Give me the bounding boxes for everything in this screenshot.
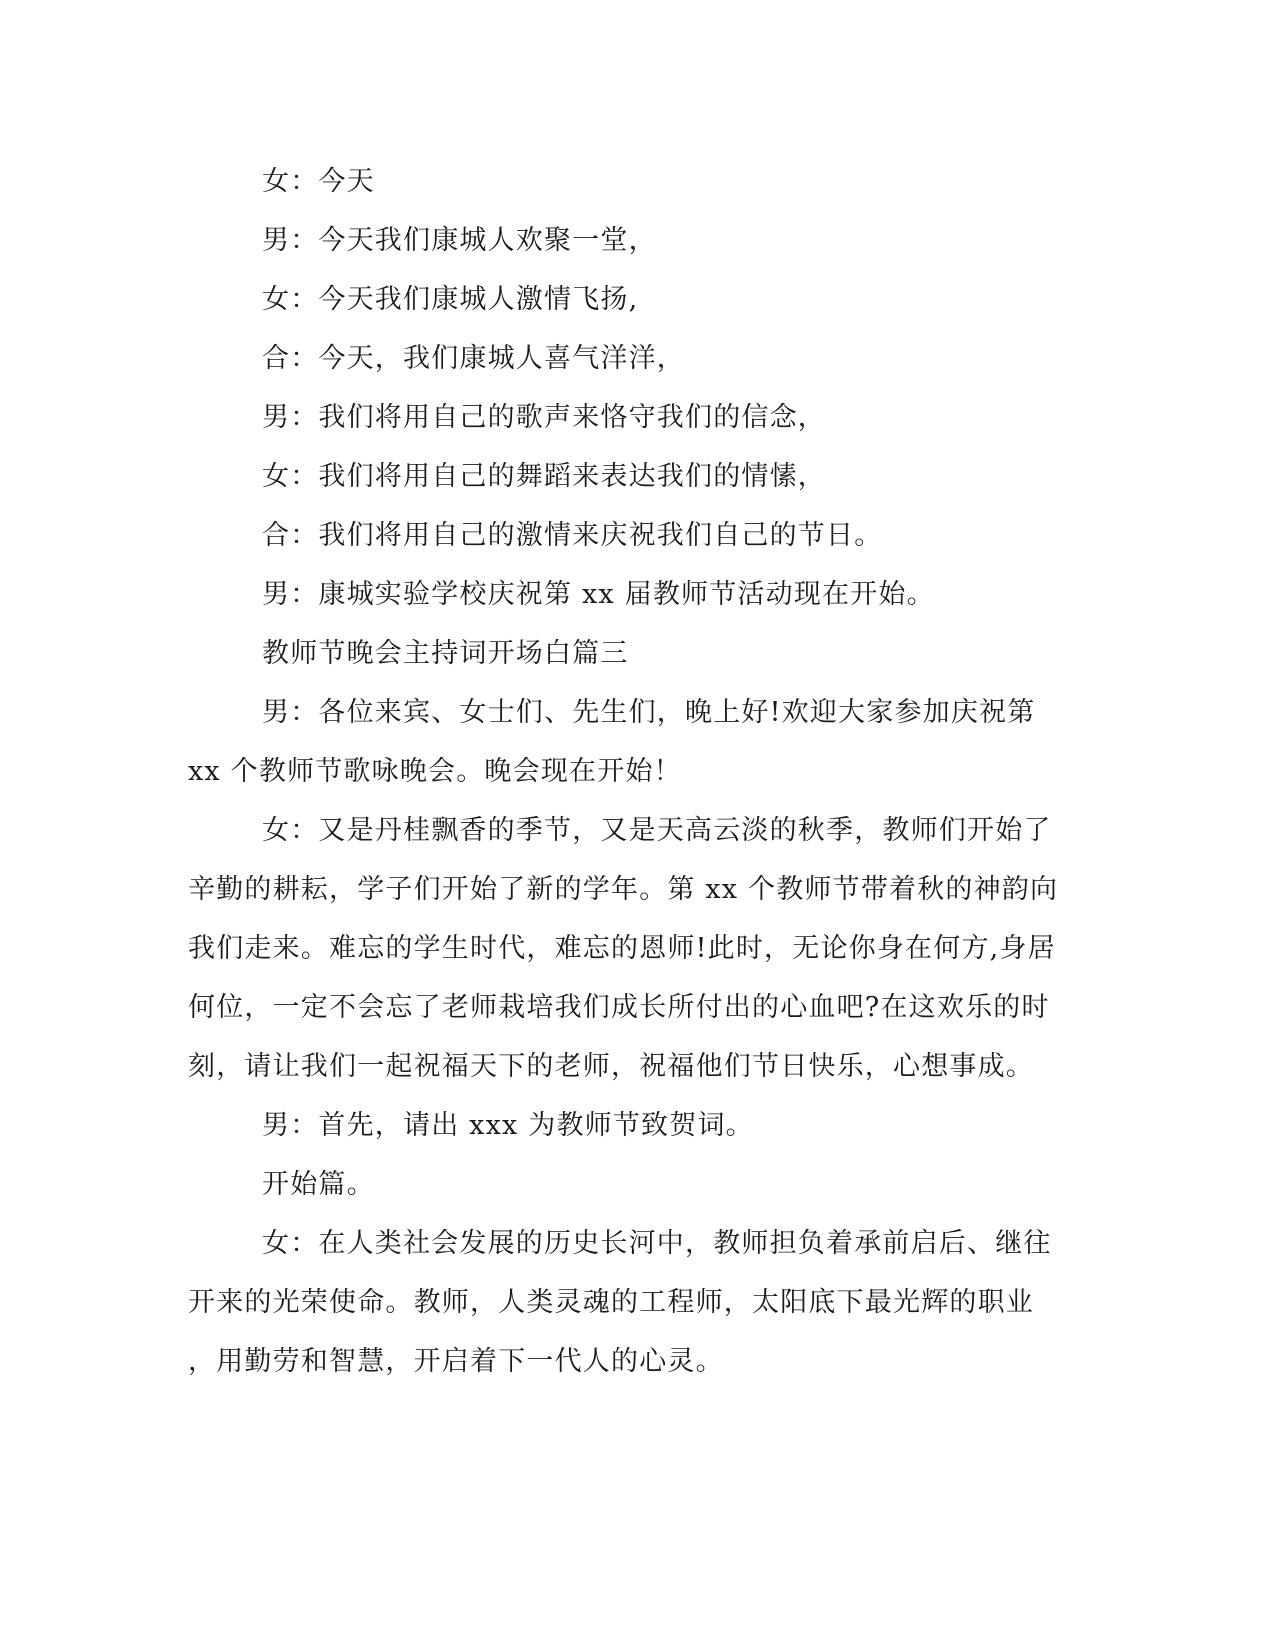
dialogue-line: 男：康城实验学校庆祝第 xx 届教师节活动现在开始。 — [262, 579, 935, 610]
section-label: 开始篇。 — [262, 1169, 375, 1200]
dialogue-line: 合：我们将用自己的激情来庆祝我们自己的节日。 — [262, 520, 883, 551]
paragraph-line: 女：在人类社会发展的历史长河中，教师担负着承前启后、继往 — [262, 1228, 1052, 1259]
paragraph-line: ，用勤劳和智慧，开启着下一代人的心灵。 — [188, 1346, 724, 1377]
dialogue-line: 男：首先，请出 xxx 为教师节致贺词。 — [262, 1110, 754, 1141]
dialogue-line: 女：今天 — [262, 166, 375, 197]
paragraph-line: 我们走来。难忘的学生时代，难忘的恩师!此时，无论你身在何方,身居 — [188, 933, 1056, 964]
paragraph-line: 开来的光荣使命。教师，人类灵魂的工程师，太阳底下最光辉的职业 — [188, 1287, 1034, 1318]
dialogue-line: 男：今天我们康城人欢聚一堂， — [262, 225, 657, 256]
paragraph-line: 辛勤的耕耘，学子们开始了新的学年。第 xx 个教师节带着秋的神韵向 — [188, 874, 1059, 905]
paragraph-line: 刻，请让我们一起祝福天下的老师，祝福他们节日快乐，心想事成。 — [188, 1051, 1034, 1082]
section-heading: 教师节晚会主持词开场白篇三 — [262, 638, 629, 669]
dialogue-line: 合：今天，我们康城人喜气洋洋， — [262, 343, 685, 374]
dialogue-line: 女：今天我们康城人激情飞扬, — [262, 284, 639, 315]
paragraph-line: 男：各位来宾、女士们、先生们，晚上好!欢迎大家参加庆祝第 — [262, 697, 1036, 728]
paragraph-line: 女：又是丹桂飘香的季节，又是天高云淡的秋季，教师们开始了 — [262, 815, 1052, 846]
paragraph-line: xx 个教师节歌咏晚会。晚会现在开始！ — [188, 756, 682, 787]
dialogue-line: 男：我们将用自己的歌声来恪守我们的信念， — [262, 402, 826, 433]
dialogue-line: 女：我们将用自己的舞蹈来表达我们的情愫， — [262, 461, 826, 492]
paragraph-line: 何位，一定不会忘了老师栽培我们成长所付出的心血吧?在这欢乐的时 — [188, 992, 1050, 1023]
